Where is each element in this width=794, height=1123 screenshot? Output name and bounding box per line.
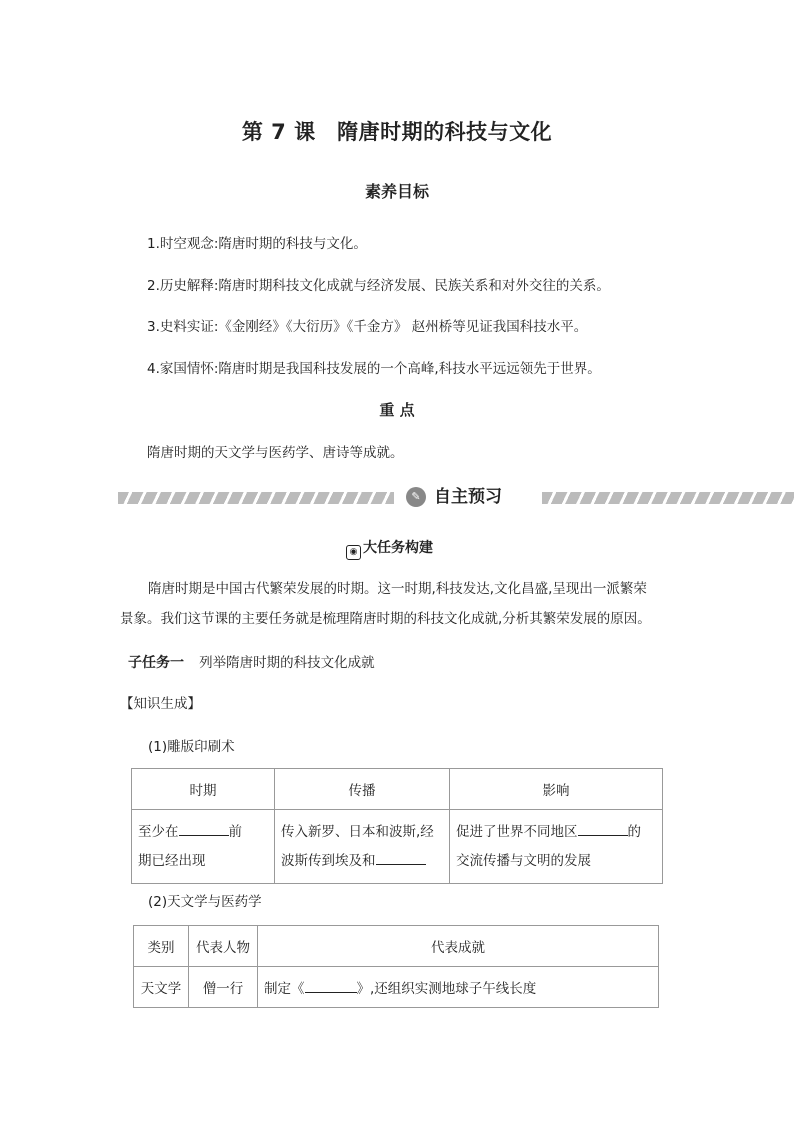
astronomy-table <box>133 925 659 1008</box>
fill-blank[interactable] <box>305 978 357 993</box>
subtask <box>128 651 375 672</box>
table-header: 代表人物 <box>189 926 258 967</box>
cell-text: 制定《 <box>264 981 305 997</box>
cell-text: 促进了世界不同地区 <box>456 823 578 840</box>
cell-text: 期已经出现 <box>138 852 206 869</box>
cell-text: 的 <box>627 823 641 840</box>
page-title: 第 7 课 隋唐时期的科技与文化 <box>241 120 553 144</box>
key-points-heading: 重 点 <box>379 401 415 419</box>
key-points-text: 隋唐时期的天文学与医药学、唐诗等成就。 <box>147 445 404 461</box>
cell-text: 至少在 <box>138 823 179 840</box>
banner-stripe-left <box>118 492 394 504</box>
table-header: 代表成就 <box>258 926 659 967</box>
subtask-text: 列举隋唐时期的科技文化成就 <box>199 655 375 671</box>
subtask-label: 子任务一 <box>128 655 184 671</box>
objective-item: 4.家国情怀:隋唐时期是我国科技发展的一个高峰,科技水平远远领先于世界。 <box>147 361 601 377</box>
task-paragraph-line2: 景象。我们这节课的主要任务就是梳理隋唐时期的科技文化成就,分析其繁荣发展的原因。 <box>120 611 651 627</box>
table-header: 类别 <box>134 926 189 967</box>
cell-text: 》,还组织实测地球子午线长度 <box>356 981 537 997</box>
table-cell <box>132 810 275 884</box>
table-header: 传播 <box>275 769 450 810</box>
printing-table <box>131 768 663 884</box>
objective-item: 3.史料实证:《金刚经》《大衍历》《千金方》 赵州桥等见证我国科技水平。 <box>147 319 588 335</box>
fill-blank[interactable] <box>578 821 628 836</box>
cell-text: 传入新罗、日本和波斯,经 <box>281 823 434 840</box>
table-cell: 天文学 <box>134 967 189 1008</box>
table-header: 时期 <box>132 769 275 810</box>
objectives-heading: 素养目标 <box>364 182 429 201</box>
section2-title: (2)天文学与医药学 <box>148 894 262 910</box>
section-banner <box>118 484 794 510</box>
banner-label <box>400 484 538 510</box>
compass-icon: ✎ <box>406 487 426 507</box>
cell-text: 波斯传到埃及和 <box>281 852 376 869</box>
table-cell <box>275 810 450 884</box>
knowledge-heading: 【知识生成】 <box>120 696 201 712</box>
table-header: 影响 <box>450 769 663 810</box>
section1-title: (1)雕版印刷术 <box>148 739 235 755</box>
table-cell: 僧一行 <box>189 967 258 1008</box>
objective-item: 1.时空观念:隋唐时期的科技与文化。 <box>147 236 367 252</box>
objective-item: 2.历史解释:隋唐时期科技文化成就与经济发展、民族关系和对外交往的关系。 <box>147 278 610 294</box>
fill-blank[interactable] <box>376 850 426 865</box>
task-heading <box>346 537 433 560</box>
fill-blank[interactable] <box>179 821 229 836</box>
task-paragraph-line1: 隋唐时期是中国古代繁荣发展的时期。这一时期,科技发达,文化昌盛,呈现出一派繁荣 <box>148 581 647 597</box>
table-cell <box>258 967 659 1008</box>
table-cell <box>450 810 663 884</box>
cell-text: 前 <box>228 823 242 840</box>
cell-text: 交流传播与文明的发展 <box>456 852 591 869</box>
banner-label-text: 自主预习 <box>434 487 502 507</box>
task-heading-text: 大任务构建 <box>363 540 433 556</box>
banner-stripe-right <box>542 492 794 504</box>
task-icon: ◉ <box>346 545 361 560</box>
